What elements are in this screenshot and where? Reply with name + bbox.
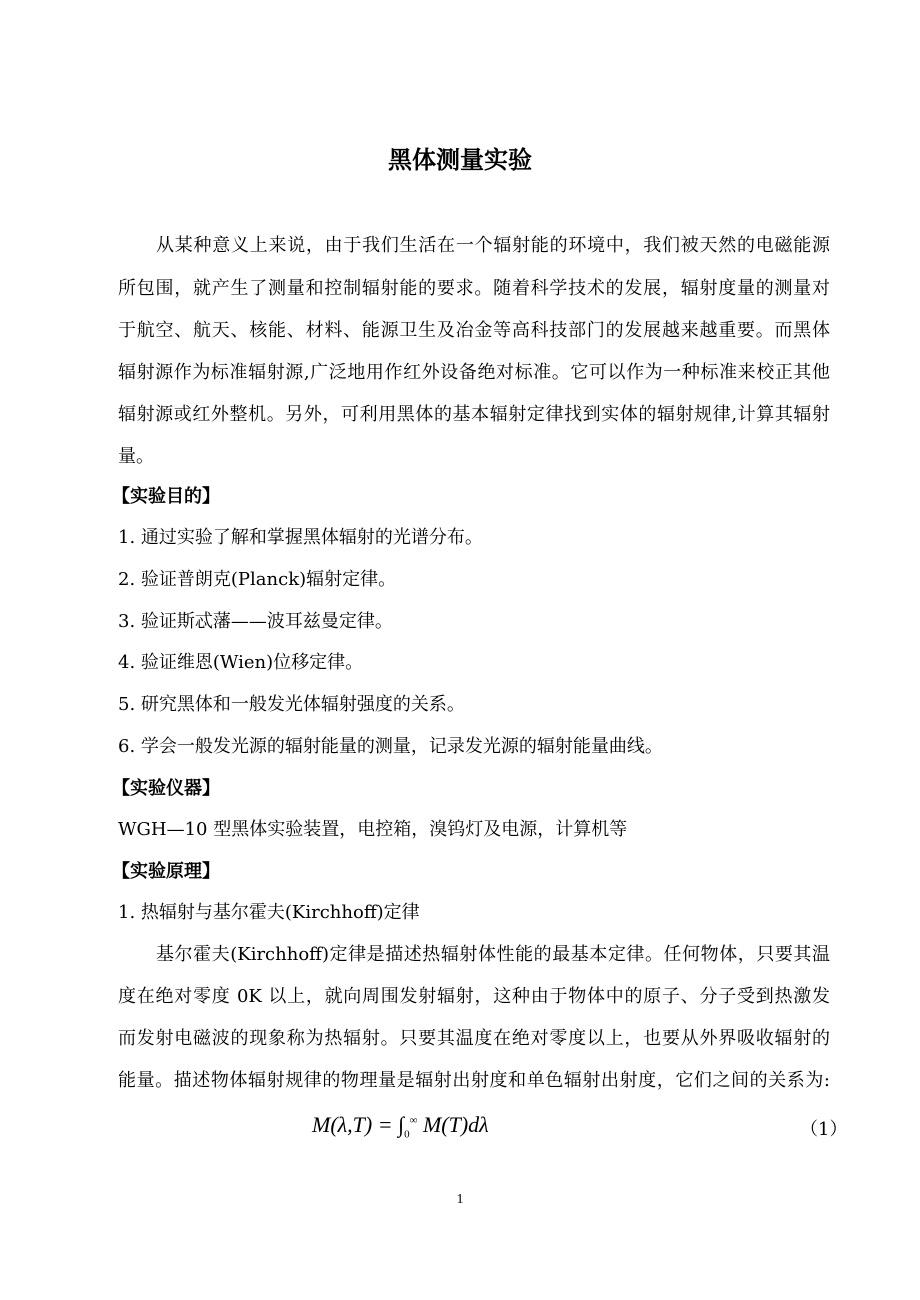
section-heading-instruments: 【实验仪器】: [112, 778, 220, 799]
text-line: 辐射源或红外整机。另外，可利用黑体的基本辐射定律找到实体的辐射规律,计算其辐射: [118, 404, 830, 425]
integral-upper: ∞: [409, 1114, 418, 1127]
instrument-text: WGH—10 型黑体实验装置，电控箱，溴钨灯及电源，计算机等: [118, 819, 628, 840]
section-heading-principle: 【实验原理】: [112, 861, 220, 882]
section-heading-purpose: 【实验目的】: [112, 486, 220, 507]
text-line: 所包围，就产生了测量和控制辐射能的要求。随着科学技术的发展，辐射度量的测量对: [118, 278, 830, 299]
list-item: 2. 验证普朗克(Planck)辐射定律。: [118, 569, 397, 590]
list-item: 5. 研究黑体和一般发光体辐射强度的关系。: [118, 694, 465, 715]
list-item: 1. 通过实验了解和掌握黑体辐射的光谱分布。: [118, 527, 483, 548]
text-line: 从某种意义上来说，由于我们生活在一个辐射能的环境中，我们被天然的电磁能源: [156, 235, 830, 256]
text-line: 能量。描述物体辐射规律的物理量是辐射出射度和单色辐射出射度，它们之间的关系为:: [118, 1070, 830, 1091]
list-item: 3. 验证斯忒藩——波耳兹曼定律。: [118, 611, 393, 632]
list-item: 6. 学会一般发光源的辐射能量的测量，记录发光源的辐射能量曲线。: [118, 736, 663, 757]
text-line: 而发射电磁波的现象称为热辐射。只要其温度在绝对零度以上，也要从外界吸收辐射的: [118, 1028, 830, 1049]
page-title: 黑体测量实验: [388, 145, 532, 174]
equation-rhs: M(T)dλ: [417, 1112, 489, 1137]
equation-number: （1）: [800, 1119, 848, 1140]
text-line: 于航空、航天、核能、材料、能源卫生及冶金等高科技部门的发展越来越重要。而黑体: [118, 320, 830, 341]
integral-lower: 0: [404, 1128, 410, 1141]
equation-1: [312, 1112, 489, 1140]
text-line: 基尔霍夫(Kirchhoff)定律是描述热辐射体性能的最基本定律。任何物体，只要其温: [156, 944, 830, 965]
subsection-heading: 1. 热辐射与基尔霍夫(Kirchhoff)定律: [118, 902, 420, 923]
text-line: 度在绝对零度 0K 以上，就向周围发射辐射，这种由于物体中的原子、分子受到热激发: [118, 986, 830, 1007]
text-line: 量。: [118, 446, 154, 467]
list-item: 4. 验证维恩(Wien)位移定律。: [118, 652, 364, 673]
equation-lhs: M(λ,T) = ∫: [312, 1112, 405, 1137]
page-number: 1: [456, 1192, 464, 1207]
text-line: 辐射源作为标准辐射源,广泛地用作红外设备绝对标准。它可以作为一种标准来校正其他: [118, 362, 830, 383]
